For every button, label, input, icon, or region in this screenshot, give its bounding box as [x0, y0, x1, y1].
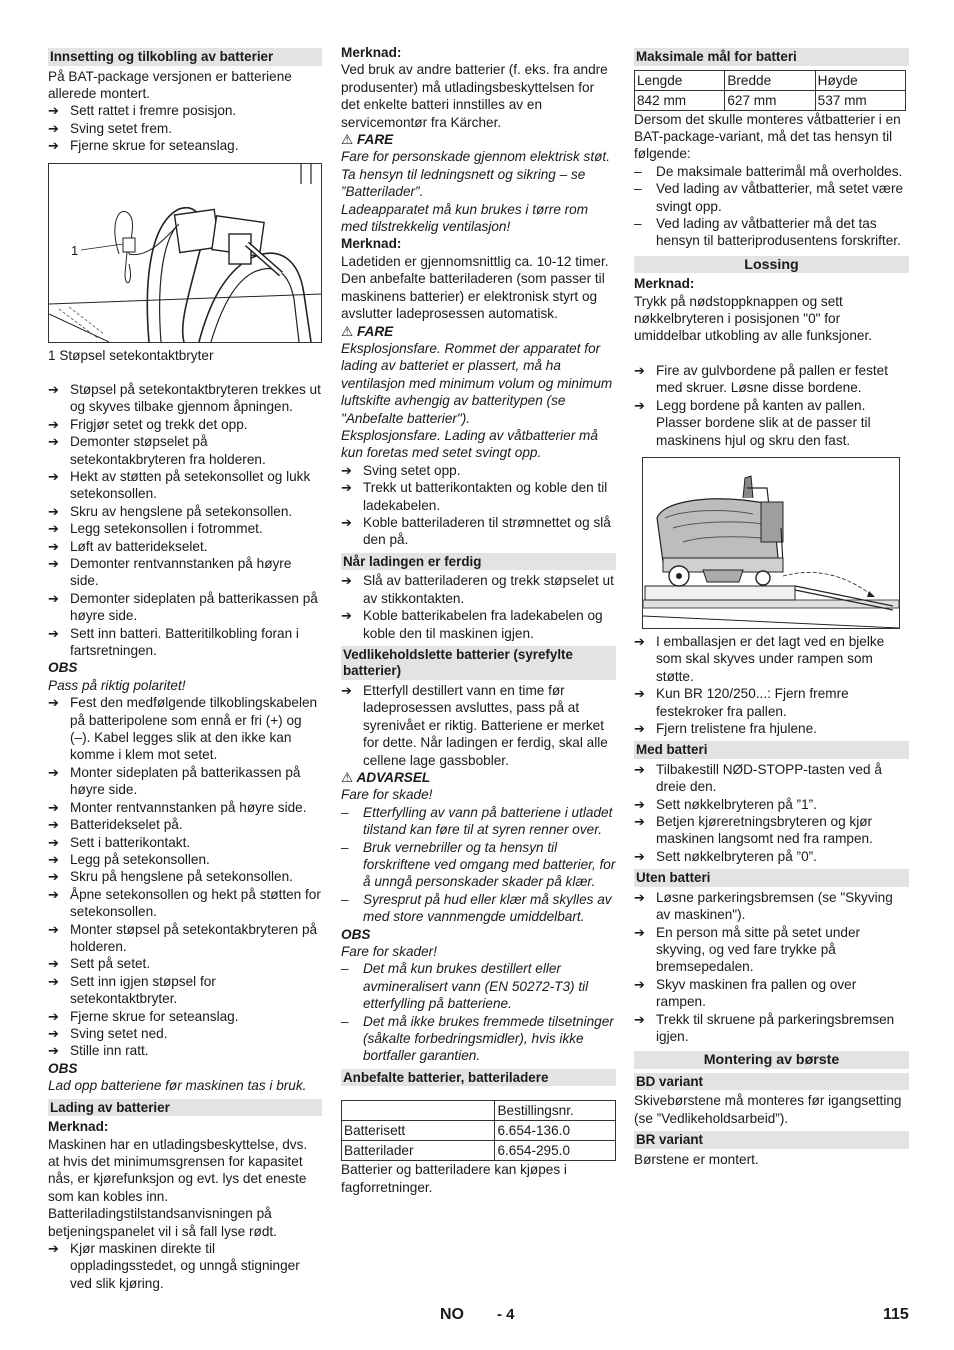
step-item: [341, 462, 616, 479]
section-heading: BR variant: [634, 1131, 909, 1149]
arrow-icon: ➔: [48, 381, 59, 397]
obs-text: Lad opp batteriene før maskinen tas i bruk.: [48, 1078, 307, 1094]
step-item: [48, 625, 322, 660]
step-text: Batteridekselet på.: [70, 817, 183, 833]
step-text: Demonter rentvannstanken på høyre side.: [70, 556, 292, 589]
step-item: [48, 468, 322, 503]
dash-item: [634, 215, 909, 250]
arrow-icon: ➔: [48, 851, 59, 867]
arrow-icon: ➔: [341, 480, 352, 496]
step-text: Stille inn ratt.: [70, 1043, 149, 1059]
step-item: [634, 362, 909, 397]
step-text: Slå av batteriladeren og trekk støpselet ut av stikkontakten.: [363, 573, 614, 606]
step-item: [48, 955, 322, 972]
dash-bullet: –: [341, 891, 349, 907]
arrow-icon: ➔: [634, 814, 645, 830]
dash-bullet: –: [341, 804, 349, 820]
step-list: [634, 889, 909, 1046]
arrow-icon: ➔: [48, 869, 59, 885]
unloading-figure: [642, 457, 900, 629]
arrow-icon: ➔: [634, 686, 645, 702]
obs-text: Fare for skader!: [341, 944, 437, 959]
step-text: Skru på hengslene på setekonsollen.: [70, 869, 293, 885]
step-list: [634, 761, 909, 865]
step-item: [634, 720, 909, 737]
figure-caption: 1 Støpsel setekontaktbryter: [48, 347, 214, 363]
section-heading: Montering av børste: [634, 1051, 909, 1069]
obs-text: Pass på riktig polaritet!: [48, 677, 186, 693]
note-label: Merknad:: [634, 276, 695, 292]
dash-bullet: –: [341, 839, 349, 855]
arrow-icon: ➔: [341, 682, 352, 698]
footer-page-local: - 4: [497, 1306, 515, 1323]
figure-callout: 1: [71, 242, 79, 258]
step-text: Monter sideplaten på batterikassen på høyre side.: [70, 764, 301, 798]
obs-title: OBS: [341, 926, 371, 942]
step-item: [48, 590, 322, 625]
arrow-icon: ➔: [48, 590, 59, 606]
dash-text: Etterfylling av vann på batteriene i utladet tilstand kan føre til at syren renner over.: [363, 804, 613, 838]
arrow-icon: ➔: [341, 608, 352, 624]
table-cell: 6.654-295.0: [495, 1141, 616, 1161]
step-text: Sett på setet.: [70, 956, 151, 972]
step-item: [48, 868, 322, 885]
arrow-icon: ➔: [48, 538, 59, 554]
danger-text: Eksplosjonsfare. Rommet der apparatet for lading av batteriet er plassert, må ha ventilasjon med minimum volum og minimum luftskifte avhengig av batteritypen (se "Anbefalte batterier").: [341, 340, 613, 426]
step-item: [48, 102, 322, 119]
arrow-icon: ➔: [48, 120, 59, 136]
step-list: [48, 1240, 322, 1292]
dash-list: [341, 804, 616, 926]
step-text: Koble batterikabelen fra ladekabelen og koble den til maskinen igjen.: [363, 608, 603, 641]
table-header-row: [635, 70, 906, 90]
arrow-icon: ➔: [48, 1043, 59, 1059]
danger-text: Fare for personskade gjennom elektrisk støt. Ta hensyn til ledningsnett og sikring – se ”Batterilader”.: [341, 149, 610, 200]
table-cell: Batterilader: [342, 1141, 495, 1161]
column-2: [341, 44, 616, 1196]
step-item: [341, 607, 616, 642]
seat-switch-figure: [48, 163, 322, 343]
step-text: Monter støpsel på setekontakbryteren på holderen.: [70, 921, 318, 954]
dash-item: [341, 891, 616, 926]
danger-text: Eksplosjonsfare. Lading av våtbatterier må kun foretas med setet svingt opp.: [341, 427, 598, 461]
dash-bullet: –: [634, 215, 642, 231]
section-heading: Vedlikeholdslette batterier (syrefylte batterier): [341, 646, 616, 680]
arrow-icon: ➔: [48, 1008, 59, 1024]
step-list: [341, 572, 616, 642]
arrow-icon: ➔: [341, 514, 352, 530]
arrow-icon: ➔: [48, 1240, 59, 1256]
table-cell: Lengde: [635, 70, 725, 90]
note-label: Merknad:: [341, 45, 402, 60]
table-header-row: [342, 1101, 616, 1121]
step-item: [48, 416, 322, 433]
arrow-icon: ➔: [48, 625, 59, 641]
arrow-icon: ➔: [48, 556, 59, 571]
section-heading: Med batteri: [634, 741, 909, 759]
step-text: Løsne parkeringsbremsen (se "Skyving av maskinen").: [656, 889, 893, 923]
danger-title: ⚠ FARE: [341, 323, 394, 339]
section-heading: Når ladingen er ferdig: [341, 553, 616, 571]
obs-title: OBS: [48, 660, 78, 676]
step-text: Hekt av støtten på setekonsollet og lukk setekonsollen.: [70, 468, 311, 502]
note-text: Maskinen har en utladingsbeskyttelse, dvs. at hvis det minimumsgrensen for kapasitet nås, er kjørefunksjon og evt. lys det eneste som kan kobles inn. Batteriladingstilstandsanvisningen på betjeningspanelet vil i så fall lyse rødt.: [48, 1136, 308, 1239]
step-item: [634, 1011, 909, 1046]
arrow-icon: ➔: [341, 573, 352, 589]
arrow-icon: ➔: [48, 468, 59, 484]
arrow-icon: ➔: [48, 521, 59, 537]
step-item: [634, 976, 909, 1011]
step-text: Trekk ut batterikontakten og koble den til ladekabelen.: [363, 480, 608, 513]
warning-text: Fare for skade!: [341, 787, 433, 803]
step-text: Koble batteriladeren til strømnettet og slå den på.: [363, 514, 611, 548]
arrow-icon: ➔: [634, 633, 645, 649]
note-text: Ladetiden er gjennomsnittlig ca. 10-12 timer.: [341, 253, 609, 269]
step-item: [634, 889, 909, 924]
table-cell: 627 mm: [725, 90, 815, 110]
step-text: Fjerne skrue for seteanslag.: [70, 138, 239, 154]
paragraph: På BAT-package versjonen er batteriene allerede montert.: [48, 68, 292, 101]
warning-title: ⚠ ADVARSEL: [341, 769, 431, 785]
dash-item: [341, 804, 616, 839]
step-item: [48, 851, 322, 868]
arrow-icon: ➔: [48, 416, 59, 432]
arrow-icon: ➔: [634, 924, 645, 940]
arrow-icon: ➔: [634, 1011, 645, 1027]
dash-item: [634, 163, 909, 180]
battery-dimension-table: [634, 70, 906, 111]
note-label: Merknad:: [48, 1119, 109, 1135]
arrow-icon: ➔: [48, 834, 59, 850]
step-text: Sett inn igjen støpsel for setekontaktbryter.: [70, 973, 216, 1007]
step-text: Fjern trelistene fra hjulene.: [656, 720, 817, 736]
step-list: [634, 633, 909, 737]
note-text: Trykk på nødstoppknappen og sett nøkkelbryteren i posisjonen "0" for umiddelbar utkobling av alle funksjoner.: [634, 293, 873, 344]
dash-list: [341, 960, 616, 1064]
dash-item: [341, 960, 616, 1012]
arrow-icon: ➔: [48, 956, 59, 972]
step-text: Fjerne skrue for seteanslag.: [70, 1008, 239, 1024]
step-item: [48, 834, 322, 851]
step-item: [48, 816, 322, 833]
danger-text: Ladeapparatet må kun brukes i tørre rom med tilstrekkelig ventilasjon!: [341, 201, 589, 235]
step-item: [48, 921, 322, 956]
table-row: [635, 90, 906, 110]
step-text: En person må sitte på setet under skyving, og ved fare trykke på bremsepedalen.: [656, 924, 861, 975]
step-item: [634, 633, 909, 685]
step-item: [634, 848, 909, 865]
dash-bullet: –: [341, 961, 349, 977]
dash-text: Ved lading av våtbatterier må det tas hensyn til batteriprodusentens forskrifter.: [656, 215, 901, 249]
step-item: [48, 555, 322, 590]
step-item: [48, 1008, 322, 1025]
table-cell: 6.654-136.0: [495, 1121, 616, 1141]
step-text: Støpsel på setekontaktbryteren trekkes ut og skyves tilbake gjennom åpningen.: [70, 381, 321, 415]
arrow-icon: ➔: [634, 761, 645, 777]
dash-bullet: –: [341, 1013, 349, 1029]
step-item: [634, 813, 909, 848]
table-cell: Bredde: [725, 70, 815, 90]
paragraph: Skivebørstene må monteres før igangsetting (se ”Vedlikeholdsarbeid”).: [634, 1093, 902, 1126]
step-item: [48, 520, 322, 537]
step-text: Kjør maskinen direkte til oppladingsstedet, og unngå stigninger ved slik kjøring.: [70, 1240, 300, 1291]
section-heading: Lading av batterier: [48, 1099, 322, 1117]
section-heading: Lossing: [634, 256, 909, 274]
dash-bullet: –: [634, 163, 642, 179]
arrow-icon: ➔: [48, 695, 59, 711]
step-text: Monter rentvannstanken på høyre side.: [70, 799, 307, 815]
step-item: [634, 685, 909, 720]
step-text: Demonter støpselet på setekontakbryteren fra holderen.: [70, 434, 266, 467]
step-item: [48, 1025, 322, 1042]
table-cell: Høyde: [815, 70, 905, 90]
arrow-icon: ➔: [48, 817, 59, 833]
arrow-icon: ➔: [48, 973, 59, 989]
dash-text: Syresprut på hud eller klær må skylles av med store vannmengde umiddelbart.: [363, 891, 612, 925]
danger-title: ⚠ FARE: [341, 132, 394, 148]
step-text: Sett rattet i fremre posisjon.: [70, 103, 237, 119]
step-text: Frigjør setet og trekk det opp.: [70, 416, 248, 432]
step-list: [48, 102, 322, 154]
step-item: [48, 886, 322, 921]
dash-text: Det må ikke brukes fremmede tilsetninger (såkalte forbedringsmidler), hvis ikke bortfaller garantien.: [363, 1013, 614, 1064]
step-item: [48, 694, 322, 764]
step-item: [48, 538, 322, 555]
arrow-icon: ➔: [48, 764, 59, 780]
step-text: Sving setet frem.: [70, 120, 172, 136]
paragraph: Batterier og batteriladere kan kjøpes i fagforretninger.: [341, 1162, 567, 1195]
step-text: Skyv maskinen fra pallen og over rampen.: [656, 976, 857, 1010]
arrow-icon: ➔: [634, 397, 645, 413]
step-list: [634, 362, 909, 449]
arrow-icon: ➔: [48, 799, 59, 815]
step-item: [48, 1240, 322, 1292]
arrow-icon: ➔: [48, 138, 59, 154]
arrow-icon: ➔: [48, 1025, 59, 1041]
section-heading: BD variant: [634, 1073, 909, 1091]
step-text: Åpne setekonsollen og hekt på støtten for setekonsollen.: [70, 886, 321, 920]
column-1: [48, 44, 322, 1292]
arrow-icon: ➔: [634, 889, 645, 905]
step-list: [48, 381, 322, 660]
step-item: [48, 764, 322, 799]
step-item: [634, 397, 909, 449]
step-item: [341, 514, 616, 549]
step-text: Legg bordene på kanten av pallen. Plasser bordene slik at de passer til maskinens hjul og skru den fast.: [656, 397, 871, 448]
section-heading: Anbefalte batterier, batteriladere: [341, 1069, 616, 1087]
machine-ramp-illustration: [643, 458, 899, 628]
step-item: [341, 682, 616, 769]
table-cell: Bestillingsnr.: [495, 1101, 616, 1121]
arrow-icon: ➔: [48, 434, 59, 450]
table-row: [342, 1121, 616, 1141]
arrow-icon: ➔: [634, 848, 645, 864]
step-text: Sving setet ned.: [70, 1025, 168, 1041]
step-item: [634, 796, 909, 813]
step-list: [341, 462, 616, 549]
section-heading: Uten batteri: [634, 869, 909, 887]
step-text: Sett i batterikontakt.: [70, 834, 191, 850]
table-cell: Batterisett: [342, 1121, 495, 1141]
step-text: Legg på setekonsollen.: [70, 851, 210, 867]
step-text: Legg setekonsollen i fotrommet.: [70, 521, 263, 537]
section-heading: Maksimale mål for batteri: [634, 48, 909, 66]
note-text: Den anbefalte batteriladeren (som passer til maskinens batterier) er elektronisk styrt og avslutter ladeprosessen automatisk.: [341, 271, 605, 322]
step-item: [341, 479, 616, 514]
dash-item: [341, 839, 616, 891]
step-item: [48, 1042, 322, 1059]
paragraph: Børstene er montert.: [634, 1151, 759, 1167]
arrow-icon: ➔: [48, 886, 59, 902]
step-item: [634, 761, 909, 796]
step-item: [48, 137, 322, 154]
step-item: [48, 503, 322, 520]
dash-text: Bruk vernebriller og ta hensyn til forskriftene ved omgang med batterier, for å unngå personskader skader på klær.: [363, 839, 616, 890]
table-row: [342, 1141, 616, 1161]
step-text: Betjen kjøreretningsbryteren og kjør maskinen langsomt ned fra rampen.: [656, 814, 873, 847]
step-text: Skru av hengslene på setekonsollen.: [70, 503, 293, 519]
step-text: Fire av gulvbordene på pallen er festet med skruer. Løsne disse bordene.: [656, 362, 888, 396]
step-text: Fest den medfølgende tilkoblingskabelen på batteripolene som ennå er fri (+) og (–). Kabel legges slik at den ikke kan komme i klem mot setet.: [70, 695, 318, 763]
dash-item: [634, 180, 909, 215]
arrow-icon: ➔: [48, 103, 59, 119]
table-cell: [342, 1101, 495, 1121]
footer-language: NO: [440, 1306, 464, 1323]
footer-page-number: 115: [883, 1306, 909, 1323]
obs-title: OBS: [48, 1060, 78, 1076]
section-heading: Innsetting og tilkobling av batterier: [48, 48, 322, 66]
step-list: [341, 682, 616, 769]
step-text: Etterfyll destillert vann en time før ladeprosessen avsluttes, pass på at syrenivået er riktig. Batteriene er merket for dette. Når ladingen er ferdig, skal alle cellene lage gassbobler.: [363, 682, 608, 768]
step-item: [341, 572, 616, 607]
step-text: Demonter sideplaten på batterikassen på høyre side.: [70, 590, 318, 624]
step-text: Sving setet opp.: [363, 462, 461, 478]
step-item: [48, 433, 322, 468]
step-text: Sett inn batteri. Batteritilkobling foran i fartsretningen.: [70, 625, 299, 659]
step-item: [48, 973, 322, 1008]
arrow-icon: ➔: [634, 362, 645, 378]
arrow-icon: ➔: [341, 462, 352, 478]
table-cell: 842 mm: [635, 90, 725, 110]
dash-text: De maksimale batterimål må overholdes.: [656, 163, 903, 179]
dash-text: Det må kun brukes destillert eller avmineralisert vann (EN 50272-T3) til etterfylling på batteriene.: [363, 961, 589, 1012]
step-text: Tilbakestill NØD-STOPP-tasten ved å dreie den.: [656, 761, 882, 795]
arrow-icon: ➔: [634, 976, 645, 992]
step-item: [48, 381, 322, 416]
step-text: Trekk til skruene på parkeringsbremsen igjen.: [656, 1011, 895, 1045]
step-text: Løft av batteridekselet.: [70, 538, 208, 554]
step-text: I emballasjen er det lagt ved en bjelke som skal skyves under rampen som støtte.: [656, 633, 885, 684]
dash-text: Ved lading av våtbatterier, må setet være svingt opp.: [656, 181, 904, 214]
step-text: Sett nøkkelbryteren på ”0”.: [656, 848, 817, 864]
dash-item: [341, 1013, 616, 1065]
paragraph: Dersom det skulle monteres våtbatterier i en BAT-package-variant, må det tas hensyn til følgende:: [634, 111, 901, 162]
step-text: Kun BR 120/250...: Fjern fremre festekroker fra pallen.: [656, 686, 849, 719]
dash-bullet: –: [634, 181, 642, 197]
column-3: [634, 44, 909, 1168]
arrow-icon: ➔: [48, 921, 59, 937]
table-cell: 537 mm: [815, 90, 905, 110]
arrow-icon: ➔: [634, 720, 645, 736]
seat-switch-illustration: [49, 164, 321, 342]
step-item: [48, 799, 322, 816]
step-list: [48, 694, 322, 1060]
battery-order-table: [341, 1100, 616, 1161]
step-item: [48, 120, 322, 137]
note-label: Merknad:: [341, 236, 402, 252]
note-text: Ved bruk av andre batterier (f. eks. fra andre produsenter) må utladingsbeskyttelsen for det enkelte batteri innstilles av en servicemontør fra Kärcher.: [341, 62, 608, 130]
arrow-icon: ➔: [634, 796, 645, 812]
step-text: Sett nøkkelbryteren på ”1”.: [656, 796, 817, 812]
dash-list: [634, 163, 909, 250]
step-item: [634, 924, 909, 976]
arrow-icon: ➔: [48, 503, 59, 519]
